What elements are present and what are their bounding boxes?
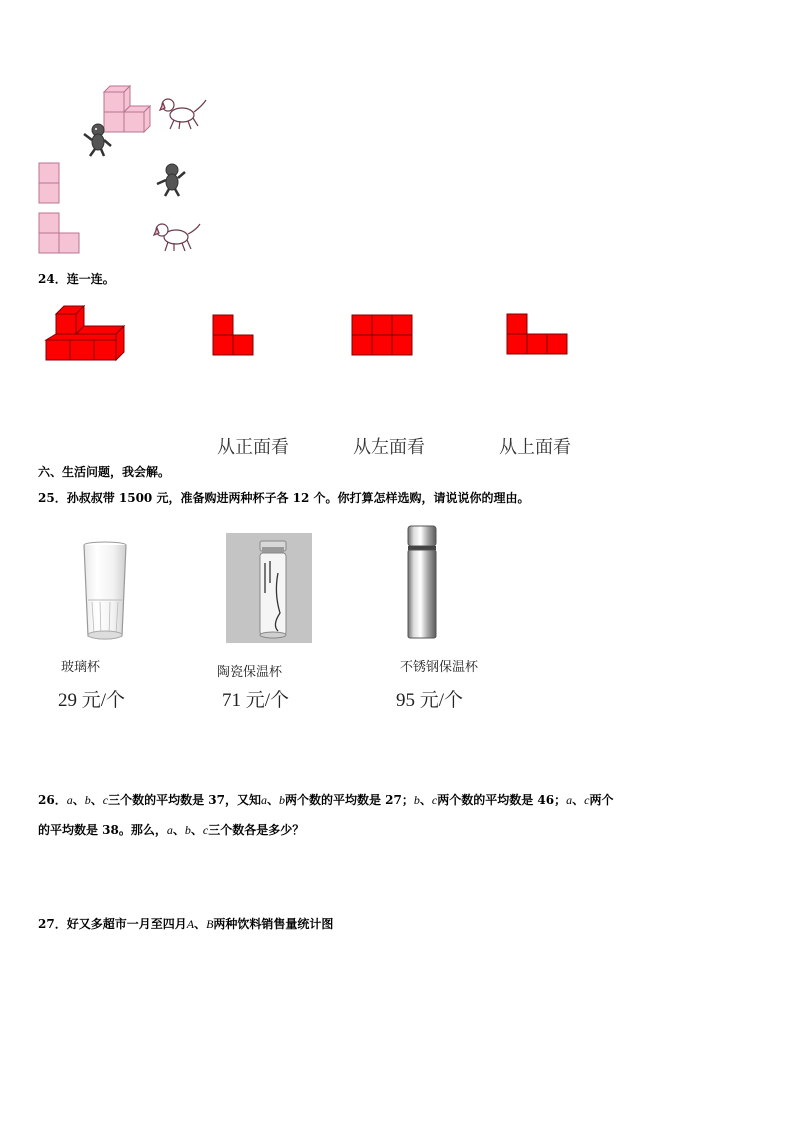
cup-price-glass: 29 元/个 bbox=[58, 690, 126, 711]
section-6-title: 六、生活问题，我会解。 bbox=[38, 465, 171, 479]
separator: 、 bbox=[90, 793, 103, 807]
cup-name-glass: 玻璃杯 bbox=[61, 660, 101, 675]
question-26-line-1 bbox=[38, 791, 613, 808]
text: 两个数的平均数是 27； bbox=[284, 793, 414, 807]
text: 两个数的平均数是 46； bbox=[437, 793, 567, 807]
steel-cup-icon bbox=[404, 524, 440, 642]
var-B: B bbox=[206, 917, 214, 931]
separator: 、 bbox=[419, 793, 432, 807]
cup-name-steel: 不锈钢保温杯 bbox=[400, 660, 479, 675]
var-c: c bbox=[202, 823, 209, 837]
text: 两个 bbox=[589, 793, 614, 807]
var-a: a bbox=[260, 793, 267, 807]
question-24 bbox=[38, 270, 115, 287]
separator: 、 bbox=[194, 917, 207, 931]
cup-price-steel: 95 元/个 bbox=[396, 690, 464, 711]
dog-icon bbox=[158, 96, 208, 132]
view-label-left: 从左面看 bbox=[353, 437, 425, 458]
view-label-front: 从正面看 bbox=[217, 437, 289, 458]
question-27 bbox=[38, 915, 333, 932]
var-c: c bbox=[431, 793, 438, 807]
dog-icon bbox=[152, 218, 202, 254]
var-a: a bbox=[166, 823, 173, 837]
cup-price-ceramic: 71 元/个 bbox=[222, 690, 290, 711]
separator: 、 bbox=[172, 823, 185, 837]
separator: 、 bbox=[72, 793, 85, 807]
question-26-line-2 bbox=[38, 821, 304, 838]
question-text: 连一连。 bbox=[66, 272, 115, 286]
var-a: a bbox=[566, 793, 573, 807]
text: 两种饮料销售量统计图 bbox=[213, 917, 334, 931]
text: 三个数各是多少？ bbox=[208, 823, 305, 837]
monkey-icon bbox=[78, 120, 116, 158]
red-view-l-wide-figure bbox=[506, 313, 570, 357]
question-number: 26． bbox=[38, 793, 67, 807]
view-label-top: 从上面看 bbox=[499, 437, 571, 458]
question-number: 24． bbox=[38, 272, 67, 286]
question-25: 25．孙叔叔带 1500 元，准备购进两种杯子各 12 个。你打算怎样选购，请说说你的理由。 bbox=[38, 491, 530, 505]
pink-view-vertical-figure bbox=[38, 162, 62, 206]
var-c: c bbox=[102, 793, 109, 807]
separator: 、 bbox=[572, 793, 585, 807]
var-b: b bbox=[413, 793, 420, 807]
monkey-icon bbox=[152, 160, 190, 198]
red-view-2x3-figure bbox=[351, 314, 415, 358]
text: 的平均数是 38。那么， bbox=[38, 823, 167, 837]
text: 三个数的平均数是 37，又知 bbox=[108, 793, 261, 807]
var-A: A bbox=[186, 917, 195, 931]
glass-cup-icon bbox=[80, 540, 130, 644]
text: 27．好又多超市一月至四月 bbox=[38, 917, 187, 931]
separator: 、 bbox=[190, 823, 203, 837]
ceramic-cup-icon bbox=[226, 533, 312, 643]
var-b: b bbox=[184, 823, 191, 837]
var-a: a bbox=[66, 793, 73, 807]
separator: 、 bbox=[266, 793, 279, 807]
red-view-l-small-figure bbox=[212, 314, 256, 358]
pink-view-l-figure bbox=[38, 212, 84, 256]
cup-name-ceramic: 陶瓷保温杯 bbox=[217, 665, 283, 680]
red-cube-stack-figure bbox=[44, 302, 128, 364]
var-b: b bbox=[278, 793, 285, 807]
var-b: b bbox=[84, 793, 91, 807]
var-c: c bbox=[584, 793, 590, 807]
